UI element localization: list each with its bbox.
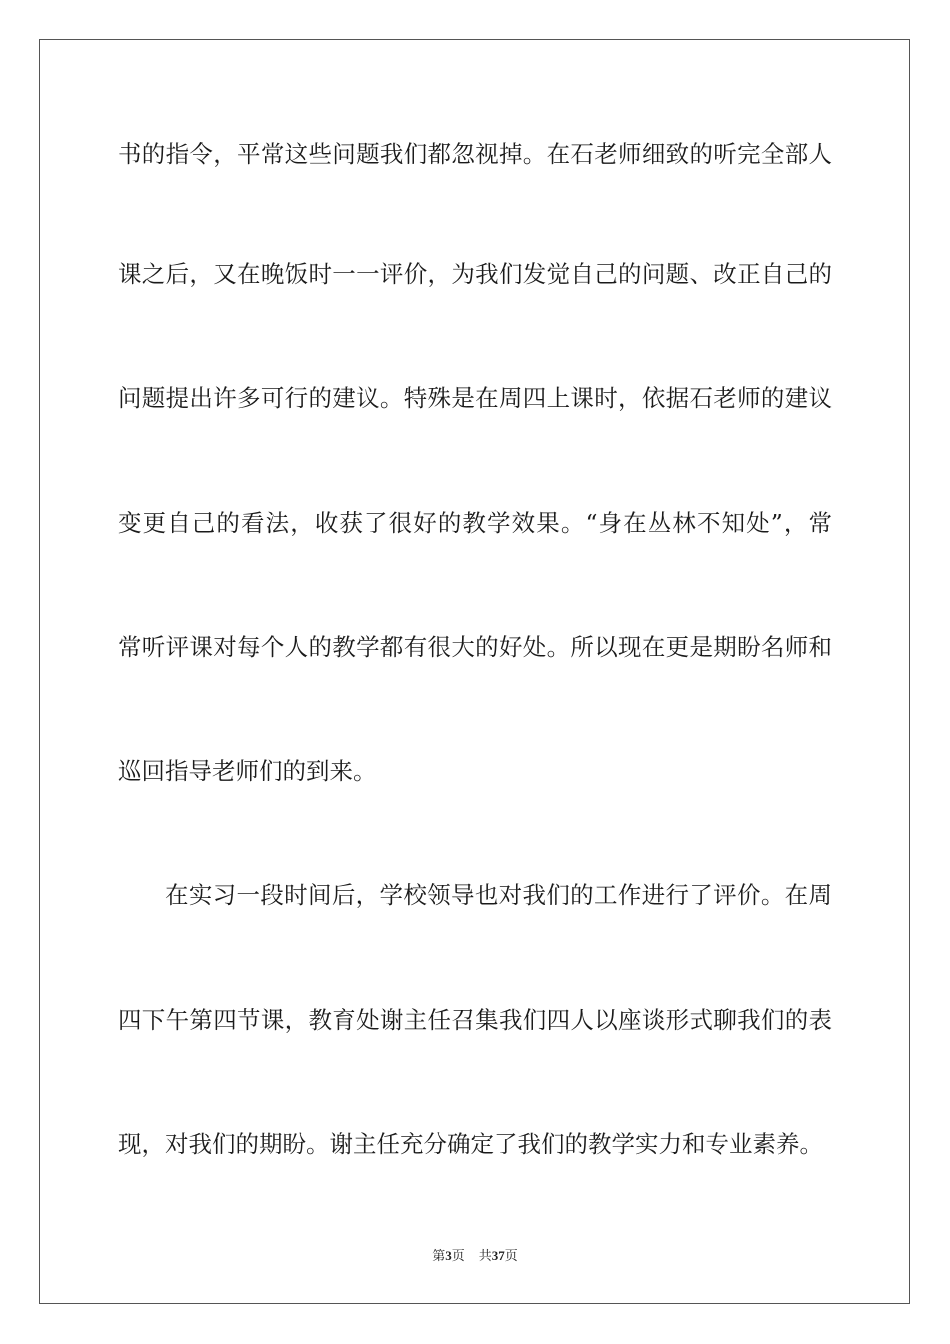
total-pages: 37: [491, 1248, 505, 1263]
text-line: 巡回指导老师们的到来。: [118, 757, 377, 785]
total-suffix: 页: [504, 1249, 518, 1264]
text-line: 在实习一段时间后，学校领导也对我们的工作进行了评价。在周: [165, 881, 832, 909]
page-footer: [0, 1246, 950, 1266]
page-suffix: 页: [451, 1249, 465, 1264]
page-number: 3: [445, 1248, 452, 1263]
text-line: 常听评课对每个人的教学都有很大的好处。所以现在更是期盼名师和: [118, 633, 832, 661]
text-line: 书的指令，平常这些问题我们都忽视掉。在石老师细致的听完全部人: [118, 140, 832, 168]
text-line: 现，对我们的期盼。谢主任充分确定了我们的教学实力和专业素养。: [118, 1130, 823, 1158]
text-line: 四下午第四节课，教育处谢主任召集我们四人以座谈形式聊我们的表: [118, 1006, 832, 1034]
text-line: 问题提出许多可行的建议。特殊是在周四上课时，依据石老师的建议: [118, 384, 832, 412]
page-border: [39, 39, 910, 1304]
page-prefix: 第: [432, 1249, 446, 1264]
text-line: 课之后，又在晚饭时一一评价，为我们发觉自己的问题、改正自己的: [118, 260, 832, 288]
text-line: 变更自己的看法，收获了很好的教学效果。“身在丛林不知处”，常: [118, 509, 832, 537]
total-prefix: 共: [478, 1249, 492, 1264]
